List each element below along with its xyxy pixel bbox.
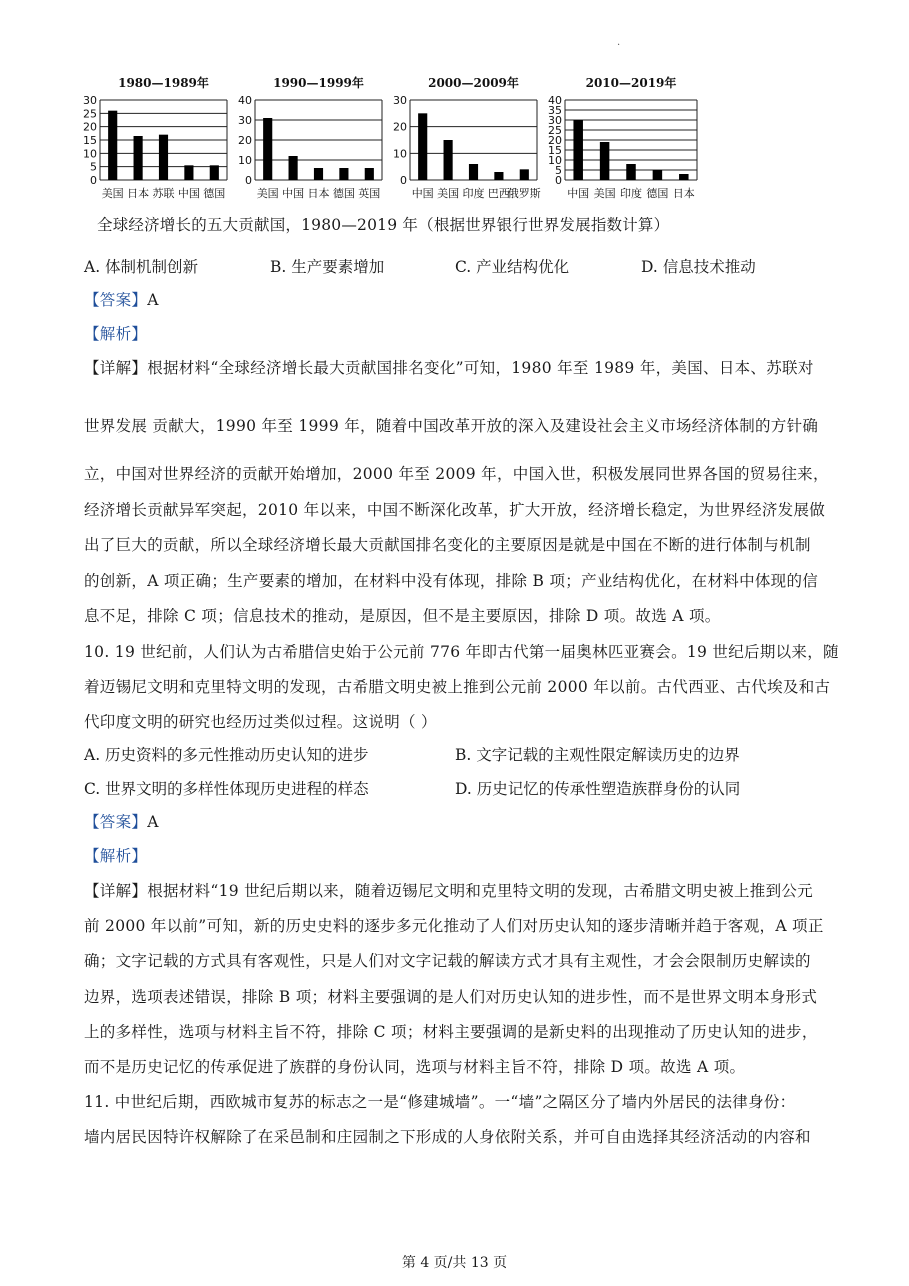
y-tick-label: 35	[548, 104, 562, 117]
bar	[339, 168, 348, 180]
q9-detail-line: 的创新，A 项正确；生产要素的增加，在材料中没有体现，排除 B 项；产业结构优化，在材料中体现的信	[84, 572, 819, 590]
x-category-label: 德国	[646, 187, 669, 200]
bar	[184, 165, 193, 180]
bar	[263, 118, 272, 180]
bar	[600, 142, 610, 180]
bar	[289, 156, 298, 180]
q9-option-c: C. 产业结构优化	[455, 258, 570, 276]
bar	[494, 172, 503, 180]
bar	[365, 168, 374, 180]
y-tick-label: 15	[83, 134, 97, 147]
q11-stem-line: 11. 中世纪后期，西欧城市复苏的标志之一是“修建城墙”。一“墙”之隔区分了墙内外居民的法律身份：	[84, 1093, 796, 1111]
x-category-label: 日本	[307, 187, 330, 200]
bar	[314, 168, 323, 180]
chart-2000-2009	[390, 72, 540, 207]
y-tick-label: 25	[548, 124, 562, 137]
x-category-label: 苏联	[152, 187, 175, 200]
q11-stem-line: 墙内居民因特许权解除了在采邑制和庄园制之下形成的人身依附关系，并可自由选择其经济活动的内容和	[84, 1128, 811, 1146]
q9-answer	[84, 288, 159, 310]
x-category-label: 日本	[672, 187, 695, 200]
q10-analysis-label: 【解析】	[84, 847, 148, 865]
q9-option-a: A. 体制机制创新	[84, 258, 199, 276]
q9-detail-line: 经济增长贡献异军突起，2010 年以来，中国不断深化改革，扩大开放，经济增长稳定，为世界经济发展做	[84, 501, 826, 519]
q10-option-b: B. 文字记载的主观性限定解读历史的边界	[455, 746, 740, 764]
answer-value: A	[147, 813, 159, 831]
q9-analysis-label: 【解析】	[84, 325, 148, 343]
y-tick-label: 0	[90, 174, 97, 187]
x-category-label: 俄罗斯	[507, 187, 541, 200]
q10-detail-line: 边界，选项表述错误，排除 B 项；材料主要强调的是人们对历史认知的进步性，而不是世界文明本身形式	[84, 988, 818, 1006]
q10-answer	[84, 810, 159, 832]
x-category-label: 英国	[358, 187, 381, 200]
y-tick-label: 25	[83, 107, 97, 121]
bar	[210, 165, 219, 180]
bar	[469, 164, 478, 180]
x-category-label: 德国	[332, 187, 355, 200]
x-category-label: 中国	[567, 187, 590, 200]
chart-svg-1	[235, 72, 385, 207]
y-tick-label: 30	[83, 94, 97, 107]
chart-svg-3	[545, 72, 700, 207]
bar	[626, 164, 636, 180]
q9-detail-line: 出了巨大的贡献，所以全球经济增长最大贡献国排名变化的主要原因是就是中国在不断的进行体制与机制	[84, 536, 811, 554]
q9-option-b: B. 生产要素增加	[270, 258, 385, 276]
y-tick-label: 20	[548, 134, 562, 147]
chart-svg-0	[80, 72, 230, 207]
x-category-label: 美国	[256, 187, 279, 200]
y-tick-label: 10	[393, 147, 407, 161]
q10-detail-line: 前 2000 年以前”可知，新的历史史料的逐步多元化推动了人们对历史认知的逐步清晰并趋于客观，A 项正	[84, 917, 824, 935]
q10-option-c: C. 世界文明的多样性体现历史进程的样态	[84, 780, 369, 798]
x-category-label: 巴西	[487, 187, 510, 200]
chart-title: 2000—2009年	[428, 76, 519, 90]
y-tick-label: 10	[548, 154, 562, 167]
x-category-label: 印度	[462, 187, 485, 200]
bar	[653, 170, 663, 180]
y-tick-label: 30	[238, 114, 252, 127]
q10-stem-line: 代印度文明的研究也经历过类似过程。这说明（ ）	[84, 713, 437, 731]
x-category-label: 中国	[282, 187, 305, 200]
chart-1980-1989	[80, 72, 230, 207]
q10-detail-line: 上的多样性，选项与材料主旨不符，排除 C 项；材料主要强调的是新史料的出现推动了历史认知的进步，	[84, 1023, 818, 1041]
x-category-label: 中国	[177, 187, 200, 200]
y-tick-label: 10	[238, 154, 252, 167]
q9-detail-line: 世界发展 贡献大，1990 年至 1999 年，随着中国改革开放的深入及建设社会主义市场经济体制的方针确	[84, 417, 819, 435]
y-tick-label: 20	[83, 120, 97, 134]
y-tick-label: 0	[245, 174, 252, 187]
page-marker: .	[617, 37, 621, 48]
y-tick-label: 5	[555, 164, 562, 177]
bar-charts-group	[80, 72, 710, 212]
page-footer: 第 4 页/共 13 页	[401, 1255, 508, 1271]
chart-title: 2010—2019年	[585, 76, 677, 90]
y-tick-label: 0	[555, 174, 562, 187]
bar	[134, 136, 143, 180]
y-tick-label: 30	[393, 94, 407, 107]
y-tick-label: 15	[548, 144, 562, 157]
chart-title: 1990—1999年	[273, 76, 364, 90]
bar	[444, 140, 453, 180]
y-tick-label: 20	[393, 120, 407, 134]
chart-1990-1999	[235, 72, 385, 207]
answer-label: 【答案】	[84, 291, 148, 309]
y-tick-label: 10	[83, 147, 97, 161]
q10-detail-line: 而不是历史记忆的传承促进了族群的身份认同，选项与材料主旨不符，排除 D 项。故选 A 项。	[84, 1058, 746, 1076]
chart-2010-2019	[545, 72, 700, 207]
q9-detail-line: 立，中国对世界经济的贡献开始增加，2000 年至 2009 年，中国入世，积极发展同世界各国的贸易往来，	[84, 465, 829, 483]
q9-detail-line: 【详解】根据材料“全球经济增长最大贡献国排名变化”可知，1980 年至 1989 年，美国、日本、苏联对	[84, 359, 814, 377]
x-category-label: 德国	[203, 187, 226, 200]
y-tick-label: 5	[90, 160, 97, 174]
bar	[159, 135, 168, 180]
x-category-label: 美国	[101, 187, 124, 200]
y-tick-label: 40	[238, 94, 252, 107]
bar	[108, 111, 117, 180]
answer-value: A	[147, 291, 159, 309]
bar	[573, 120, 583, 180]
bar	[679, 174, 689, 180]
y-tick-label: 30	[548, 114, 562, 127]
q9-detail-line: 息不足，排除 C 项；信息技术的推动，是原因，但不是主要原因，排除 D 项。故选 A 项。	[84, 607, 721, 625]
chart-title: 1980—1989年	[118, 76, 209, 90]
bar	[520, 169, 529, 180]
x-category-label: 中国	[411, 187, 434, 200]
x-category-label: 印度	[620, 187, 642, 200]
answer-label: 【答案】	[84, 813, 148, 831]
x-category-label: 美国	[593, 187, 616, 200]
chart-caption: 全球经济增长的五大贡献国，1980—2019 年（根据世界银行世界发展指数计算）	[97, 216, 670, 234]
q10-stem-line: 10. 19 世纪前，人们认为古希腊信史始于公元前 776 年即古代第一届奥林匹亚赛会。19 世纪后期以来，随	[84, 643, 839, 661]
y-tick-label: 40	[548, 94, 562, 107]
chart-svg-2	[390, 72, 540, 207]
y-tick-label: 20	[238, 134, 252, 147]
q10-option-a: A. 历史资料的多元性推动历史认知的进步	[84, 746, 369, 764]
bar	[418, 113, 427, 180]
q10-detail-line: 确；文字记载的方式具有客观性，只是人们对文字记载的解读方式才具有主观性，才会会限制历史解读的	[84, 952, 811, 970]
q10-detail-line: 【详解】根据材料“19 世纪后期以来，随着迈锡尼文明和克里特文明的发现，古希腊文明史被上推到公元	[84, 882, 813, 900]
q10-stem-line: 着迈锡尼文明和克里特文明的发现，古希腊文明史被上推到公元前 2000 年以前。古代西亚、古代埃及和古	[84, 678, 831, 696]
q10-option-d: D. 历史记忆的传承性塑造族群身份的认同	[455, 780, 741, 798]
x-category-label: 日本	[127, 187, 150, 200]
y-tick-label: 0	[400, 174, 407, 187]
q9-option-d: D. 信息技术推动	[641, 258, 756, 276]
x-category-label: 美国	[437, 187, 460, 200]
